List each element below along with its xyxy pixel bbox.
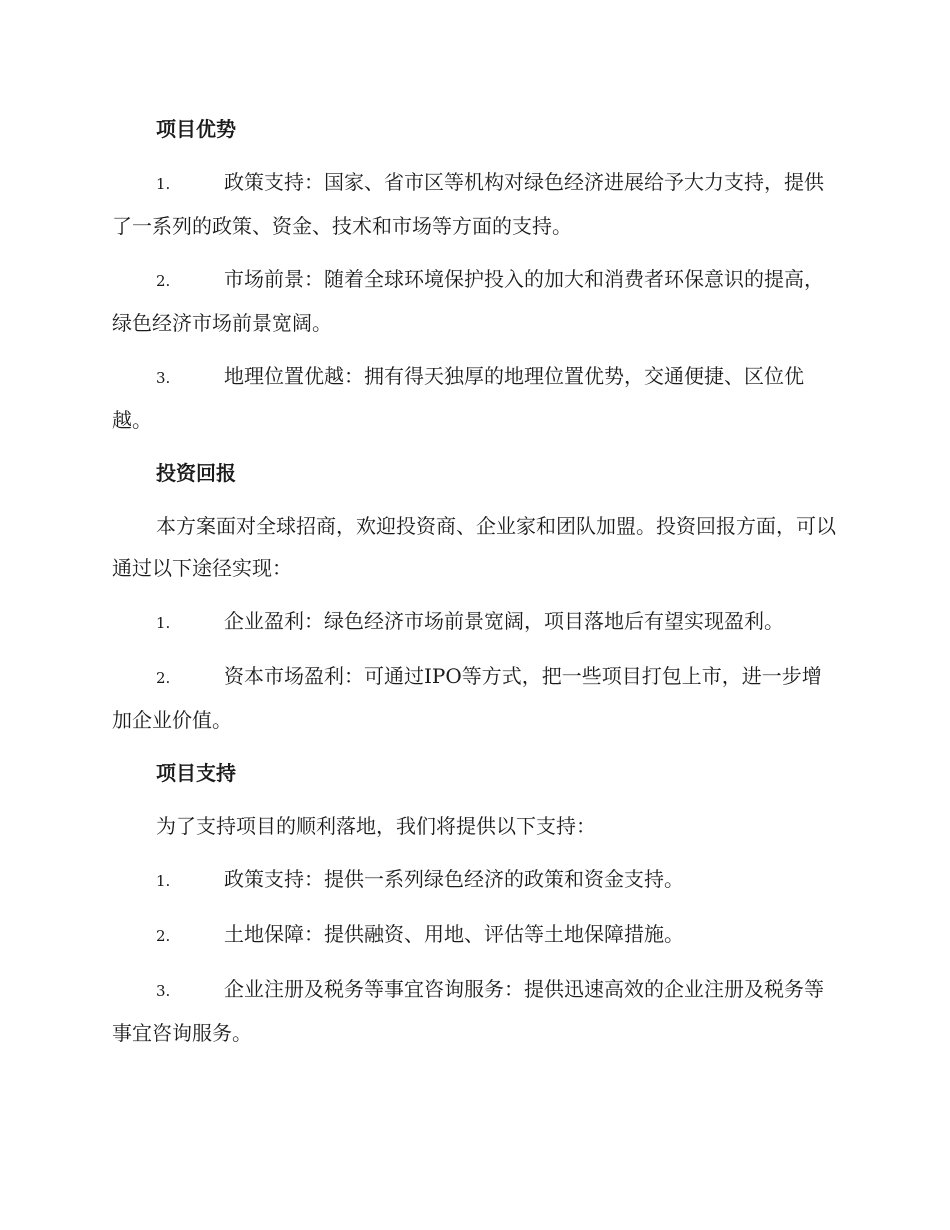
list-number: 2.: [156, 669, 171, 687]
document-page: [112, 108, 836, 1065]
list-item-text: 土地保障：提供融资、用地、评估等土地保障措施。: [224, 922, 684, 946]
list-item: [112, 858, 836, 902]
list-item: [112, 968, 836, 1054]
list-item-text: 企业注册及税务等事宜咨询服务：提供迅速高效的企业注册及税务等事宜咨询服务。: [112, 977, 824, 1045]
list-item-text: 地理位置优越：拥有得天独厚的地理位置优势，交通便捷、区位优越。: [112, 364, 804, 432]
list-number: 1.: [156, 872, 171, 890]
section-heading: 项目支持: [156, 761, 236, 785]
list-number: 3.: [156, 982, 171, 1000]
list-number: 2.: [156, 272, 171, 290]
list-item-text: 资本市场盈利：可通过IPO等方式，把一些项目打包上市，进一步增加企业价值。: [112, 664, 822, 732]
list-number: 2.: [156, 927, 171, 945]
list-item: [112, 600, 836, 644]
list-number: 1.: [156, 175, 171, 193]
section-intro: 为了支持项目的顺利落地，我们将提供以下支持：: [156, 814, 596, 838]
list-number: 1.: [156, 614, 171, 632]
list-item-text: 市场前景：随着全球环境保护投入的加大和消费者环保意识的提高，绿色经济市场前景宽阔。: [112, 267, 824, 335]
list-item: [112, 655, 836, 741]
list-item: [112, 355, 836, 441]
list-item: [112, 161, 836, 247]
list-number: 3.: [156, 369, 171, 387]
section-intro: 本方案面对全球招商，欢迎投资商、企业家和团队加盟。投资回报方面，可以通过以下途径实现：: [112, 514, 836, 580]
section-heading: 投资回报: [156, 461, 236, 485]
list-item-text: 政策支持：国家、省市区等机构对绿色经济进展给予大力支持，提供了一系列的政策、资金、技术和市场等方面的支持。: [112, 170, 824, 238]
list-item-text: 政策支持：提供一系列绿色经济的政策和资金支持。: [224, 867, 684, 891]
list-item: [112, 258, 836, 344]
list-item-text: 企业盈利：绿色经济市场前景宽阔，项目落地后有望实现盈利。: [224, 609, 784, 633]
section-heading: 项目优势: [156, 117, 236, 141]
list-item: [112, 913, 836, 957]
